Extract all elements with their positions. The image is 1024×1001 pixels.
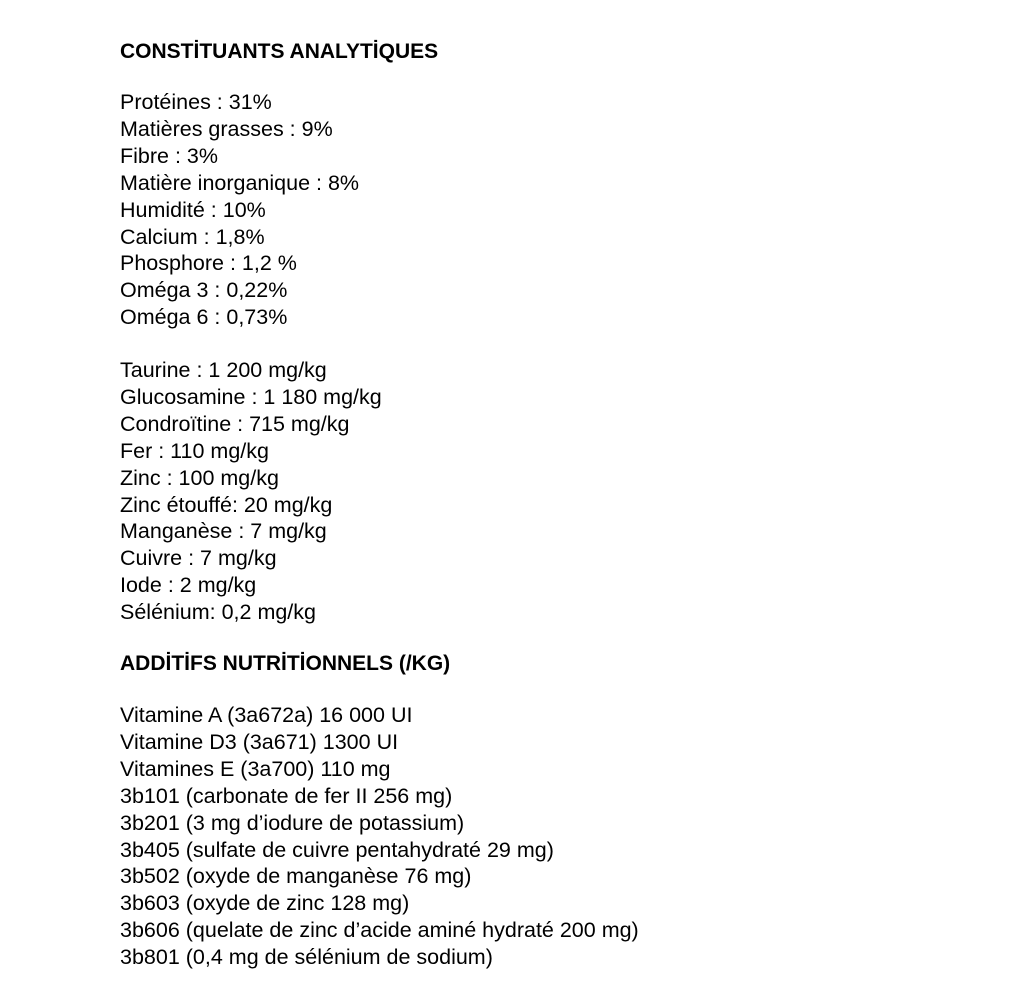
list-item: Condroïtine : 715 mg/kg (120, 411, 350, 436)
list-item: 3b606 (quelate de zinc d’acide aminé hydraté 200 mg) (120, 918, 639, 943)
minerals-supplements-list (120, 357, 382, 626)
list-item: Fibre : 3% (120, 143, 218, 168)
list-item: Phosphore : 1,2 % (120, 251, 297, 276)
list-item: 3b502 (oxyde de manganèse 76 mg) (120, 864, 472, 889)
list-item: Oméga 3 : 0,22% (120, 278, 288, 303)
list-item: Matières grasses : 9% (120, 116, 333, 141)
list-item: Protéines : 31% (120, 90, 272, 114)
list-item: Vitamines E (3a700) 110 mg (120, 756, 391, 781)
list-item: Sélénium: 0,2 mg/kg (120, 600, 316, 625)
list-item: Matière inorganique : 8% (120, 170, 360, 195)
list-item: Taurine : 1 200 mg/kg (120, 358, 327, 382)
list-item: 3b801 (0,4 mg de sélénium de sodium) (120, 945, 493, 970)
list-item: Vitamine D3 (3a671) 1300 UI (120, 729, 399, 754)
list-item: Glucosamine : 1 180 mg/kg (120, 384, 382, 409)
list-item: Calcium : 1,8% (120, 224, 265, 249)
analytical-constituents-list (120, 89, 359, 331)
list-item: Fer : 110 mg/kg (120, 438, 269, 463)
list-item: 3b101 (carbonate de fer II 256 mg) (120, 783, 453, 808)
list-item: Zinc : 100 mg/kg (120, 465, 279, 490)
nutritional-additives-list (120, 702, 639, 971)
list-item: Iode : 2 mg/kg (120, 573, 257, 598)
section-title-nutritional-additives: ADDİTİFS NUTRİTİONNELS (/KG) (120, 652, 451, 675)
list-item: 3b603 (oxyde de zinc 128 mg) (120, 891, 410, 916)
list-item: Cuivre : 7 mg/kg (120, 546, 277, 571)
list-item: Oméga 6 : 0,73% (120, 305, 288, 330)
list-item: Zinc étouffé: 20 mg/kg (120, 492, 333, 517)
list-item: Manganèse : 7 mg/kg (120, 519, 327, 544)
list-item: 3b405 (sulfate de cuivre pentahydraté 29 mg) (120, 837, 554, 862)
list-item: 3b201 (3 mg d’iodure de potassium) (120, 810, 465, 835)
list-item: Humidité : 10% (120, 197, 266, 222)
list-item: Vitamine A (3a672a) 16 000 UI (120, 703, 413, 727)
section-title-analytical-constituents: CONSTİTUANTS ANALYTİQUES (120, 40, 439, 63)
